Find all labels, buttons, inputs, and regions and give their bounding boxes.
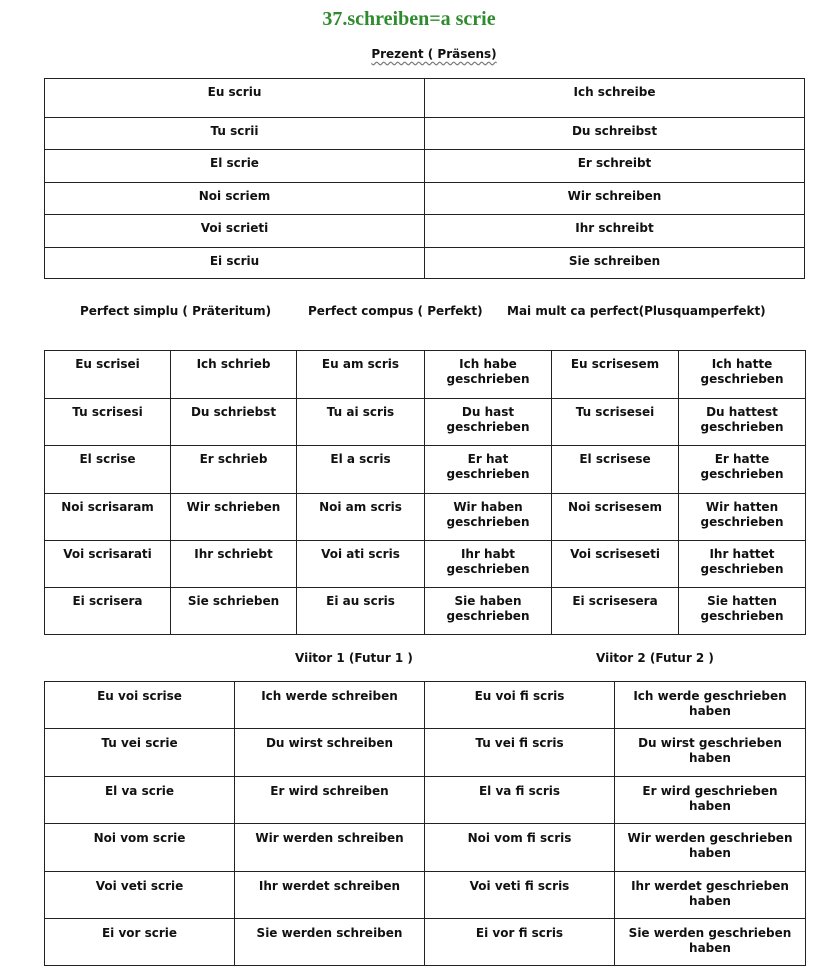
present-heading-text: Prezent ( Präsens)	[371, 47, 497, 61]
table-cell: Ich werde schreiben	[235, 682, 425, 729]
table-cell: Noi vom fi scris	[425, 824, 615, 872]
table-cell: Du wirst geschrieben haben	[615, 729, 806, 777]
future-tenses-table	[44, 681, 806, 966]
table-cell: Sie werden schreiben	[235, 919, 425, 966]
table-cell: Du wirst schreiben	[235, 729, 425, 777]
table-cell: Ihr werdet geschrieben haben	[615, 872, 806, 919]
table-row	[45, 183, 805, 215]
present-table	[44, 78, 805, 279]
table-cell: Voi scriseseti	[552, 541, 679, 588]
table-cell: Ich hatte geschrieben	[679, 351, 806, 399]
table-cell: Sie schrieben	[171, 588, 297, 635]
table-cell: Voi scrisarati	[45, 541, 171, 588]
table-row	[45, 919, 806, 966]
table-cell: Ihr werdet schreiben	[235, 872, 425, 919]
table-cell: Ihr schriebt	[171, 541, 297, 588]
table-cell: Er schrieb	[171, 446, 297, 494]
table-cell: El scrisese	[552, 446, 679, 494]
table-row	[45, 150, 805, 183]
table-row	[45, 824, 806, 872]
table-row	[45, 588, 806, 635]
table-cell: Wir schrieben	[171, 494, 297, 541]
preterite-heading: Perfect simplu ( Präteritum)	[80, 304, 272, 318]
table-cell: Eu scriu	[45, 79, 425, 118]
table-cell: Voi scrieti	[45, 215, 425, 248]
table-row	[45, 682, 806, 729]
table-cell: Er hat geschrieben	[425, 446, 552, 494]
table-cell: Er schreibt	[425, 150, 805, 183]
table-cell: Sie schreiben	[425, 248, 805, 279]
table-cell: El scrie	[45, 150, 425, 183]
table-cell: Noi scrisaram	[45, 494, 171, 541]
table-row	[45, 79, 805, 118]
page-title: 37.schreiben=a scrie	[322, 8, 496, 30]
pluperfect-heading: Mai mult ca perfect(Plusquamperfekt)	[507, 304, 766, 318]
table-cell: Eu voi scrise	[45, 682, 235, 729]
table-cell: Sie werden geschrieben haben	[615, 919, 806, 966]
table-cell: Ei scrisera	[45, 588, 171, 635]
table-cell: El va scrie	[45, 777, 235, 824]
table-cell: Ich schreibe	[425, 79, 805, 118]
table-cell: Du hast geschrieben	[425, 399, 552, 446]
table-cell: Er wird schreiben	[235, 777, 425, 824]
table-cell: Du schreibst	[425, 118, 805, 150]
future1-heading: Viitor 1 (Futur 1 )	[295, 651, 413, 665]
table-cell: Ihr habt geschrieben	[425, 541, 552, 588]
table-cell: Sie hatten geschrieben	[679, 588, 806, 635]
table-cell: Er hatte geschrieben	[679, 446, 806, 494]
table-cell: Voi ati scris	[297, 541, 425, 588]
table-cell: Tu ai scris	[297, 399, 425, 446]
table-cell: Ihr hattet geschrieben	[679, 541, 806, 588]
table-cell: Du hattest geschrieben	[679, 399, 806, 446]
table-row	[45, 248, 805, 279]
table-cell: Wir schreiben	[425, 183, 805, 215]
table-cell: Noi scrisesem	[552, 494, 679, 541]
table-cell: Wir werden schreiben	[235, 824, 425, 872]
table-cell: Voi veti fi scris	[425, 872, 615, 919]
table-row	[45, 541, 806, 588]
table-cell: Ich habe geschrieben	[425, 351, 552, 399]
table-cell: Eu scrisei	[45, 351, 171, 399]
table-cell: Tu scrisesi	[45, 399, 171, 446]
perfect-heading: Perfect compus ( Perfekt)	[308, 304, 483, 318]
table-row	[45, 399, 806, 446]
table-cell: Tu vei fi scris	[425, 729, 615, 777]
table-cell: El va fi scris	[425, 777, 615, 824]
table-row	[45, 494, 806, 541]
table-cell: El scrise	[45, 446, 171, 494]
table-cell: El a scris	[297, 446, 425, 494]
table-cell: Ihr schreibt	[425, 215, 805, 248]
table-cell: Ei vor scrie	[45, 919, 235, 966]
table-cell: Tu scrisesei	[552, 399, 679, 446]
table-cell: Ich schrieb	[171, 351, 297, 399]
table-cell: Eu scrisesem	[552, 351, 679, 399]
present-heading	[0, 47, 818, 61]
table-cell: Wir werden geschrieben haben	[615, 824, 806, 872]
table-cell: Tu vei scrie	[45, 729, 235, 777]
table-row	[45, 118, 805, 150]
table-row	[45, 777, 806, 824]
table-cell: Tu scrii	[45, 118, 425, 150]
table-cell: Eu voi fi scris	[425, 682, 615, 729]
table-cell: Ich werde geschrieben haben	[615, 682, 806, 729]
table-row	[45, 729, 806, 777]
table-cell: Ei scrisesera	[552, 588, 679, 635]
table-row	[45, 215, 805, 248]
past-tenses-table	[44, 350, 806, 635]
table-cell: Du schriebst	[171, 399, 297, 446]
table-cell: Eu am scris	[297, 351, 425, 399]
table-row	[45, 446, 806, 494]
table-cell: Ei scriu	[45, 248, 425, 279]
table-cell: Wir haben geschrieben	[425, 494, 552, 541]
table-cell: Ei au scris	[297, 588, 425, 635]
table-row	[45, 872, 806, 919]
table-row	[45, 351, 806, 399]
table-cell: Ei vor fi scris	[425, 919, 615, 966]
table-cell: Wir hatten geschrieben	[679, 494, 806, 541]
table-cell: Sie haben geschrieben	[425, 588, 552, 635]
table-cell: Er wird geschrieben haben	[615, 777, 806, 824]
table-cell: Noi scriem	[45, 183, 425, 215]
table-cell: Noi am scris	[297, 494, 425, 541]
table-cell: Voi veti scrie	[45, 872, 235, 919]
table-cell: Noi vom scrie	[45, 824, 235, 872]
future2-heading: Viitor 2 (Futur 2 )	[596, 651, 714, 665]
